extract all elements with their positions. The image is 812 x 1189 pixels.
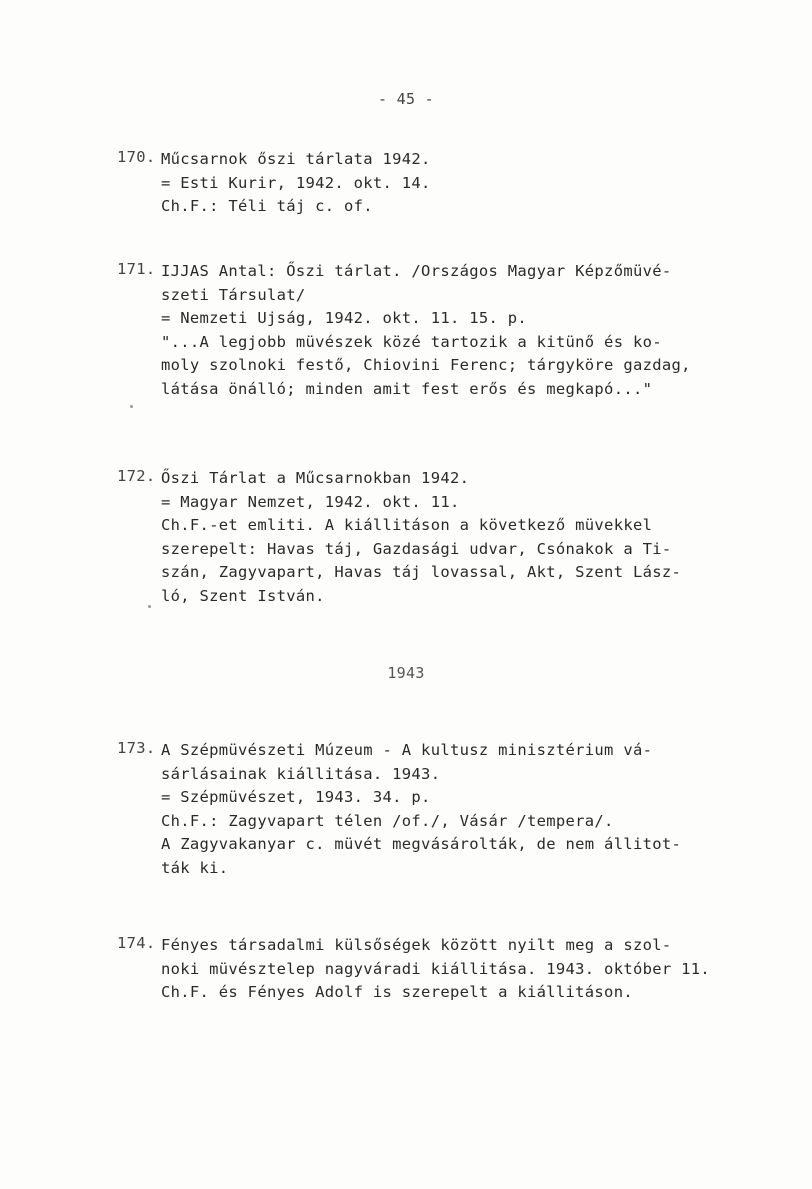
page-number: - 45 -: [378, 90, 434, 108]
entry-line: = Nemzeti Ujság, 1942. okt. 11. 15. p.: [161, 309, 528, 327]
entry-line: IJJAS Antal: Őszi tárlat. /Országos Magyar Képzőmüvé-: [161, 262, 672, 280]
entry-line: szán, Zagyvapart, Havas táj lovassal, Akt, Szent Lász-: [161, 563, 682, 581]
entry-text: [161, 467, 761, 608]
entry-number: 174.: [117, 934, 156, 952]
entry-line: A Zagyvakanyar c. müvét megvásárolták, de nem állitot-: [161, 835, 682, 853]
entry-number: 172.: [117, 467, 156, 485]
entry-line: moly szolnoki festő, Chiovini Ferenc; tárgyköre gazdag,: [161, 356, 691, 374]
entry-line: noki müvésztelep nagyváradi kiállitása. 1943. október 11.: [161, 959, 711, 978]
entry-line: = Magyar Nemzet, 1942. okt. 11.: [161, 492, 460, 511]
entry-line: Műcsarnok őszi tárlata 1942.: [161, 150, 431, 168]
scan-speck: [130, 405, 133, 408]
entry-line: = Szépmüvészet, 1943. 34. p.: [161, 788, 431, 806]
entry-line: "...A legjobb müvészek közé tartozik a kitünő és ko-: [161, 332, 662, 351]
entry-number: 170.: [117, 148, 156, 166]
entry-text: [161, 934, 761, 1005]
entry-text: [161, 148, 761, 219]
entry-text: [161, 260, 761, 401]
entry-line: Ch.F.: Téli táj c. of.: [161, 197, 373, 215]
entry-line: szeti Társulat/: [161, 285, 306, 304]
entry-line: Őszi Tárlat a Műcsarnokban 1942.: [161, 469, 470, 487]
scan-speck: [148, 605, 151, 608]
entry-line: A Szépmüvészeti Múzeum - A kultusz minisztérium vá-: [161, 741, 653, 759]
entry-line: látása önálló; minden amit fest erős és megkapó...": [161, 379, 653, 398]
entry-number: 173.: [117, 739, 156, 757]
entry-number: 171.: [117, 260, 156, 278]
entry-line: Ch.F.-et emliti. A kiállitáson a következő müvekkel: [161, 516, 653, 534]
year-heading: 1943: [387, 664, 425, 682]
entry-text: [161, 739, 761, 880]
entry-line: Fényes társadalmi külsőségek között nyilt meg a szol-: [161, 936, 672, 954]
entry-line: szerepelt: Havas táj, Gazdasági udvar, Csónakok a Ti-: [161, 539, 672, 558]
entry-line: = Esti Kurir, 1942. okt. 14.: [161, 173, 431, 192]
entry-line: ló, Szent István.: [161, 586, 325, 605]
entry-line: Ch.F.: Zagyvapart télen /of./, Vásár /tempera/.: [161, 811, 614, 830]
entry-line: sárlásainak kiállitása. 1943.: [161, 764, 441, 783]
entry-line: ták ki.: [161, 858, 229, 877]
entry-line: Ch.F. és Fényes Adolf is szerepelt a kiállitáson.: [161, 983, 633, 1001]
